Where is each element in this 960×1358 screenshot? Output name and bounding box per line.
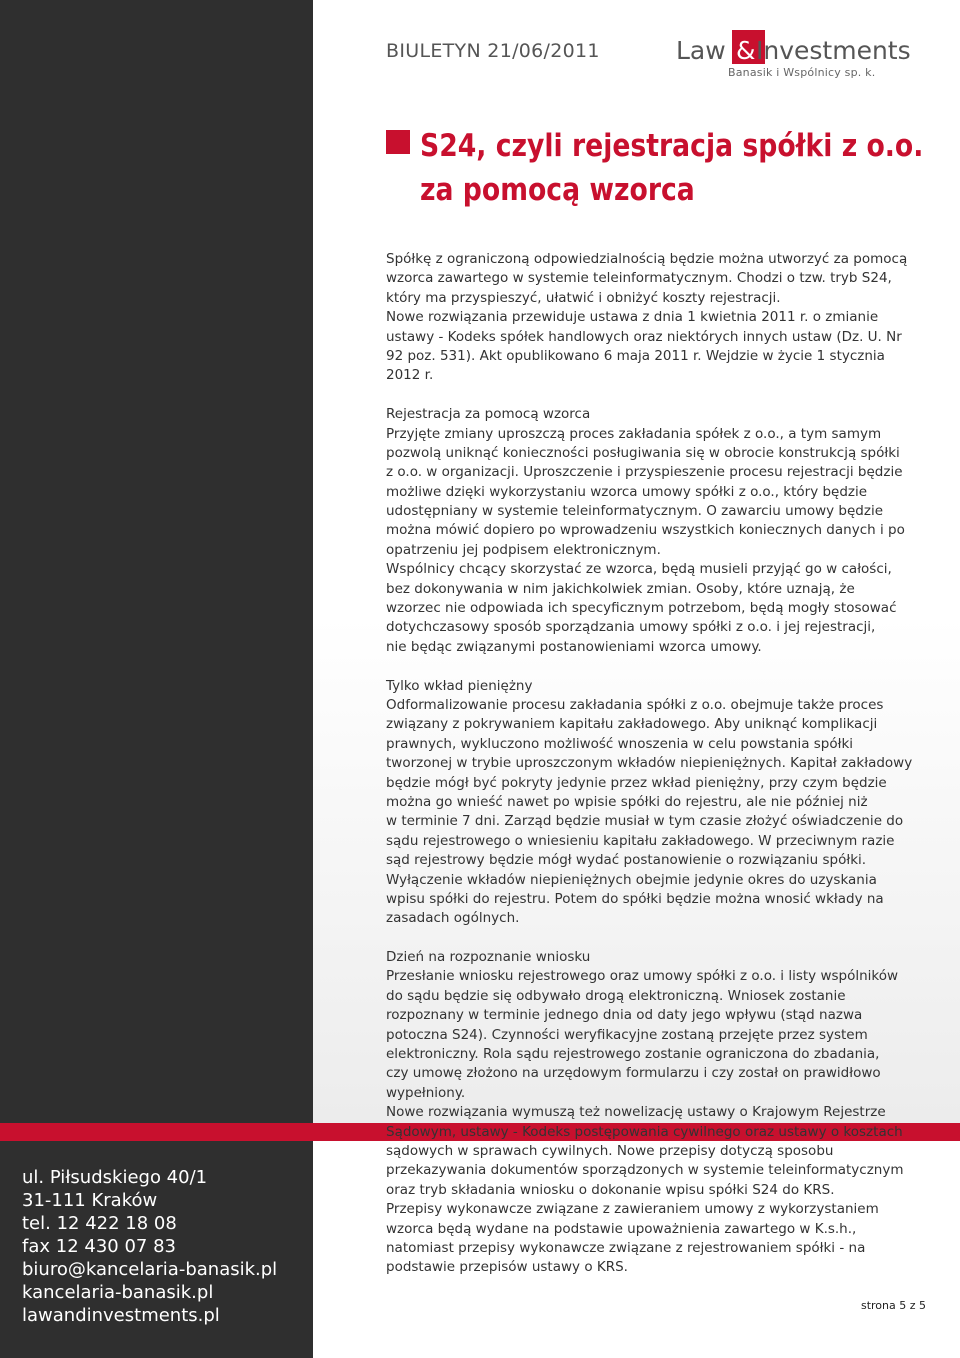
section-heading: Tylko wkład pieniężny (386, 677, 533, 694)
text-line: pozwolą uniknąć konieczności posługiwania się w obrocie konstrukcją spółki (386, 444, 900, 461)
text-line: elektroniczny. Rola sądu rejestrowego zostanie ograniczona do zbadania, (386, 1046, 880, 1063)
text-line: prawnych, wykluczono możliwość wnoszenia w celu powstania spółki (386, 735, 854, 752)
contact-city: 31-111 Kraków (22, 1190, 158, 1211)
paragraph-gap (386, 386, 926, 405)
contact-website-link-2[interactable]: lawandinvestments.pl (22, 1305, 220, 1326)
section-heading: Rejestracja za pomocą wzorca (386, 406, 591, 423)
text-line: tworzonej w trybie uproszczonym wkładów niepieniężnych. Kapitał zakładowy (386, 755, 913, 772)
text-line: Przyjęte zmiany uproszczą proces zakładania spółek z o.o., a tym samym (386, 425, 882, 442)
text-line: wzorca zawartego w systemie teleinformatycznym. Chodzi o tzw. tryb S24, (386, 270, 892, 287)
logo-ampersand: & (736, 36, 756, 65)
title-square-icon (386, 130, 410, 154)
contact-website-link[interactable]: kancelaria-banasik.pl (22, 1282, 214, 1303)
text-line: opatrzeniu jej podpisem elektronicznym. (386, 541, 661, 558)
text-line: natomiast przepisy wykonawcze związane z rejestrowaniem spółki - na (386, 1239, 866, 1256)
logo-subtitle: Banasik i Wspólnicy sp. k. (728, 66, 876, 79)
logo-law: Law (676, 36, 726, 65)
text-line: przekazywania dokumentów sporządzonych w systemie teleinformatycznym (386, 1162, 904, 1179)
text-line: do sądu będzie się odbywało drogą elektroniczną. Wniosek zostanie (386, 987, 846, 1004)
text-line: Wyłączenie wkładów niepieniężnych obejmie jedynie okres do uzyskania (386, 871, 877, 888)
text-line: Wspólnicy chcący skorzystać ze wzorca, będą musieli przyjąć go w całości, (386, 561, 892, 578)
text-line: wzorca będą wydane na podstawie upoważnienia zawartego w K.s.h., (386, 1220, 857, 1237)
text-line: podstawie przepisów ustawy o KRS. (386, 1259, 628, 1276)
page-number: strona 5 z 5 (860, 1299, 926, 1312)
text-line: związany z pokrywaniem kapitału zakładowego. Aby uniknąć komplikacji (386, 716, 878, 733)
article-body (386, 250, 926, 1278)
text-line: Nowe rozwiązania przewiduje ustawa z dnia 1 kwietnia 2011 r. o zmianie (386, 309, 879, 326)
text-line: potoczna S24). Czynności weryfikacyjne zostaną przejęte przez system (386, 1026, 868, 1043)
contact-block (22, 1166, 277, 1327)
text-line: możliwe dzięki wykorzystaniu wzorca umowy spółki z o.o., który będzie (386, 483, 868, 500)
article-title-line-2: za pomocą wzorca (420, 172, 695, 208)
left-sidebar (0, 0, 313, 1358)
article-title-line-1: S24, czyli rejestracja spółki z o.o. (420, 128, 924, 164)
text-line: Odformalizowanie procesu zakładania spółki z o.o. obejmuje także proces (386, 696, 884, 713)
text-line: który ma przyspieszyć, ułatwić i obniżyć koszty rejestracji. (386, 289, 781, 306)
text-line: można mówić dopiero po wprowadzeniu wszystkich koniecznych danych i po (386, 522, 905, 539)
contact-email[interactable]: biuro@kancelaria-banasik.pl (22, 1259, 278, 1280)
text-line: bez dokonywania w nim jakichkolwiek zmian. Osoby, które uznają, że (386, 580, 855, 597)
paragraph-gap (386, 929, 926, 948)
text-line: wypełniony. (386, 1084, 466, 1101)
text-line: wzorzec nie odpowiada ich specyficznym potrzebom, będą mogły stosować (386, 600, 897, 617)
paragraph (386, 948, 926, 1278)
text-line: Sądowym, ustawy - Kodeks postępowania cywilnego oraz ustawy o kosztach (386, 1123, 903, 1140)
text-line: Przesłanie wniosku rejestrowego oraz umowy spółki z o.o. i listy wspólników (386, 968, 899, 985)
text-line: Spółkę z ograniczoną odpowiedzialnością będzie można utworzyć za pomocą (386, 251, 908, 267)
text-line: udostępniany w systemie teleinformatycznym. O zawarciu umowy będzie (386, 503, 884, 520)
contact-fax: fax 12 430 07 83 (22, 1236, 176, 1257)
paragraph (386, 250, 926, 386)
text-line: ustawy - Kodeks spółek handlowych oraz niektórych innych ustaw (Dz. U. Nr (386, 328, 902, 345)
text-line: zasadach ogólnych. (386, 910, 520, 927)
text-line: 2012 r. (386, 367, 434, 384)
text-line: z o.o. w organizacji. Uproszczenie i przyspieszenie procesu rejestracji będzie (386, 464, 903, 481)
text-line: czy umowę złożono na urzędowym formularzu i czy został on prawidłowo (386, 1065, 881, 1082)
text-line: 92 poz. 531). Akt opublikowano 6 maja 2011 r. Wejdzie w życie 1 stycznia (386, 347, 885, 364)
text-line: Przepisy wykonawcze związane z zawieraniem umowy z wykorzystaniem (386, 1201, 879, 1218)
paragraph-gap (386, 657, 926, 676)
text-line: sądu rejestrowego o wniesieniu kapitału zakładowego. W przeciwnym razie (386, 832, 895, 849)
contact-street: ul. Piłsudskiego 40/1 (22, 1167, 208, 1188)
text-line: sądowych w sprawach cywilnych. Nowe przepisy dotyczą sposobu (386, 1142, 834, 1159)
text-line: będzie mógł być pokryty jedynie przez wkład pieniężny, przy czym będzie (386, 774, 887, 791)
company-logo (676, 30, 926, 80)
text-line: oraz tryb składania wniosku o dokonanie wpisu spółki S24 do KRS. (386, 1181, 835, 1198)
paragraph (386, 677, 926, 929)
text-line: sąd rejestrowy będzie mógł wydać postanowienie o rozwiązaniu spółki. (386, 852, 867, 869)
text-line: nie będąc związanymi postanowieniami wzorca umowy. (386, 638, 762, 655)
sidebar-red-band (0, 1123, 313, 1141)
section-heading: Dzień na rozpoznanie wniosku (386, 949, 591, 966)
text-line: można go wnieść nawet po wpisie spółki do rejestru, ale nie później niż (386, 793, 868, 810)
text-line: wpisu spółki do rejestru. Potem do spółki będzie można wnosić wkłady na (386, 890, 884, 907)
text-line: w terminie 7 dni. Zarząd będzie musiał w tym czasie złożyć oświadczenie do (386, 813, 904, 830)
logo-investments: Investments (756, 36, 911, 65)
text-line: Nowe rozwiązania wymuszą też nowelizację ustawy o Krajowym Rejestrze (386, 1104, 886, 1121)
paragraph (386, 405, 926, 657)
text-line: rozpoznany w terminie jednego dnia od daty jego wpływu (stąd nazwa (386, 1007, 863, 1024)
bulletin-date: BIULETYN 21/06/2011 (386, 40, 600, 62)
article-title (420, 124, 924, 212)
text-line: dotychczasowy sposób sporządzania umowy spółki z o.o. i jej rejestracji, (386, 619, 876, 636)
contact-phone: tel. 12 422 18 08 (22, 1213, 177, 1234)
